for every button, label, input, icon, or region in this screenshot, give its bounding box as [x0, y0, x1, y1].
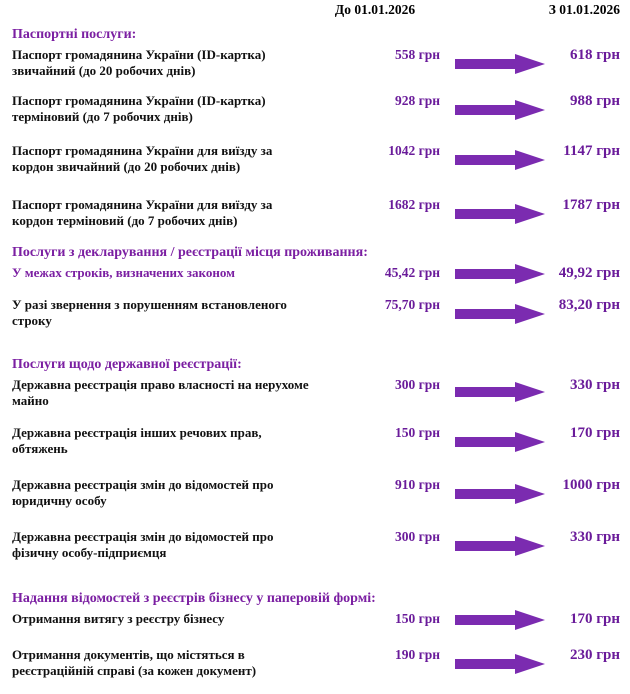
service-label: Паспорт громадянина України (ID-картка) звичайний (до 20 робочих днів): [12, 47, 266, 78]
new-price: 170 грн: [569, 611, 620, 627]
old-price: 910 грн: [394, 477, 440, 492]
service-label: Державна реєстрація інших речових прав, обтяжень: [12, 425, 262, 456]
service-label: Паспорт громадянина України для виїзду за кордон звичайний (до 20 робочих днів): [12, 143, 273, 174]
table-row: [0, 644, 630, 694]
new-price: 170 грн: [569, 425, 620, 441]
table-row: [0, 90, 630, 140]
old-price: 75,70 грн: [384, 297, 440, 312]
service-label: Державна реєстрація змін до відомостей про юридичну особу: [12, 477, 274, 508]
new-price: 330 грн: [569, 377, 620, 393]
section-title-residence: Послуги з декларування / реєстрації місця проживання:: [12, 245, 368, 260]
table-row: [0, 422, 630, 474]
old-price: 300 грн: [394, 529, 440, 544]
new-price: 1000 грн: [562, 477, 620, 493]
old-price: 1042 грн: [388, 143, 440, 158]
section-title-passport: Паспортні послуги:: [12, 27, 137, 42]
new-price: 330 грн: [569, 529, 620, 545]
table-row: [0, 194, 630, 244]
old-price: 45,42 грн: [384, 265, 440, 280]
old-price: 1682 грн: [388, 197, 440, 212]
new-price: 1787 грн: [562, 197, 620, 213]
old-price: 190 грн: [394, 647, 440, 662]
service-label: Отримання витягу з реєстру бізнесу: [12, 611, 225, 626]
new-price: 49,92 грн: [558, 265, 620, 281]
new-price: 1147 грн: [563, 143, 620, 159]
table-row: [0, 474, 630, 526]
table-row: [0, 140, 630, 194]
table-row: [0, 294, 630, 344]
new-price: 988 грн: [569, 93, 620, 109]
service-label: Отримання документів, що містяться в реєстраційній справі (за кожен документ): [12, 647, 257, 678]
new-price: 618 грн: [569, 47, 620, 63]
service-label: Державна реєстрація змін до відомостей про фізичну особу-підприємця: [12, 529, 274, 560]
sections-container: [0, 26, 630, 694]
new-price: 230 грн: [569, 647, 620, 663]
table-row: [0, 608, 630, 644]
section-title-state-registration: Послуги щодо державної реєстрації:: [12, 357, 242, 372]
old-price-column-header: До 01.01.2026: [334, 2, 416, 17]
old-price: 928 грн: [394, 93, 440, 108]
table-row: [0, 374, 630, 422]
service-label: У межах строків, визначених законом: [12, 265, 235, 280]
new-price-column-header: З 01.01.2026: [548, 2, 620, 17]
table-row: [0, 262, 630, 294]
old-price: 558 грн: [394, 47, 440, 62]
column-headers: [0, 0, 630, 24]
new-price: 83,20 грн: [558, 297, 620, 313]
service-label: Державна реєстрація право власності на нерухоме майно: [12, 377, 309, 408]
service-label: Паспорт громадянина України (ID-картка) терміновий (до 7 робочих днів): [12, 93, 266, 124]
table-row: [0, 44, 630, 90]
section-title-business-registry: Надання відомостей з реєстрів бізнесу у паперовій формі:: [12, 591, 376, 606]
old-price: 150 грн: [394, 611, 440, 626]
table-row: [0, 526, 630, 578]
old-price: 300 грн: [394, 377, 440, 392]
service-label: Паспорт громадянина України для виїзду за кордон терміновий (до 7 робочих днів): [12, 197, 273, 228]
service-label: У разі звернення з порушенням встановленого строку: [12, 297, 287, 328]
old-price: 150 грн: [394, 425, 440, 440]
